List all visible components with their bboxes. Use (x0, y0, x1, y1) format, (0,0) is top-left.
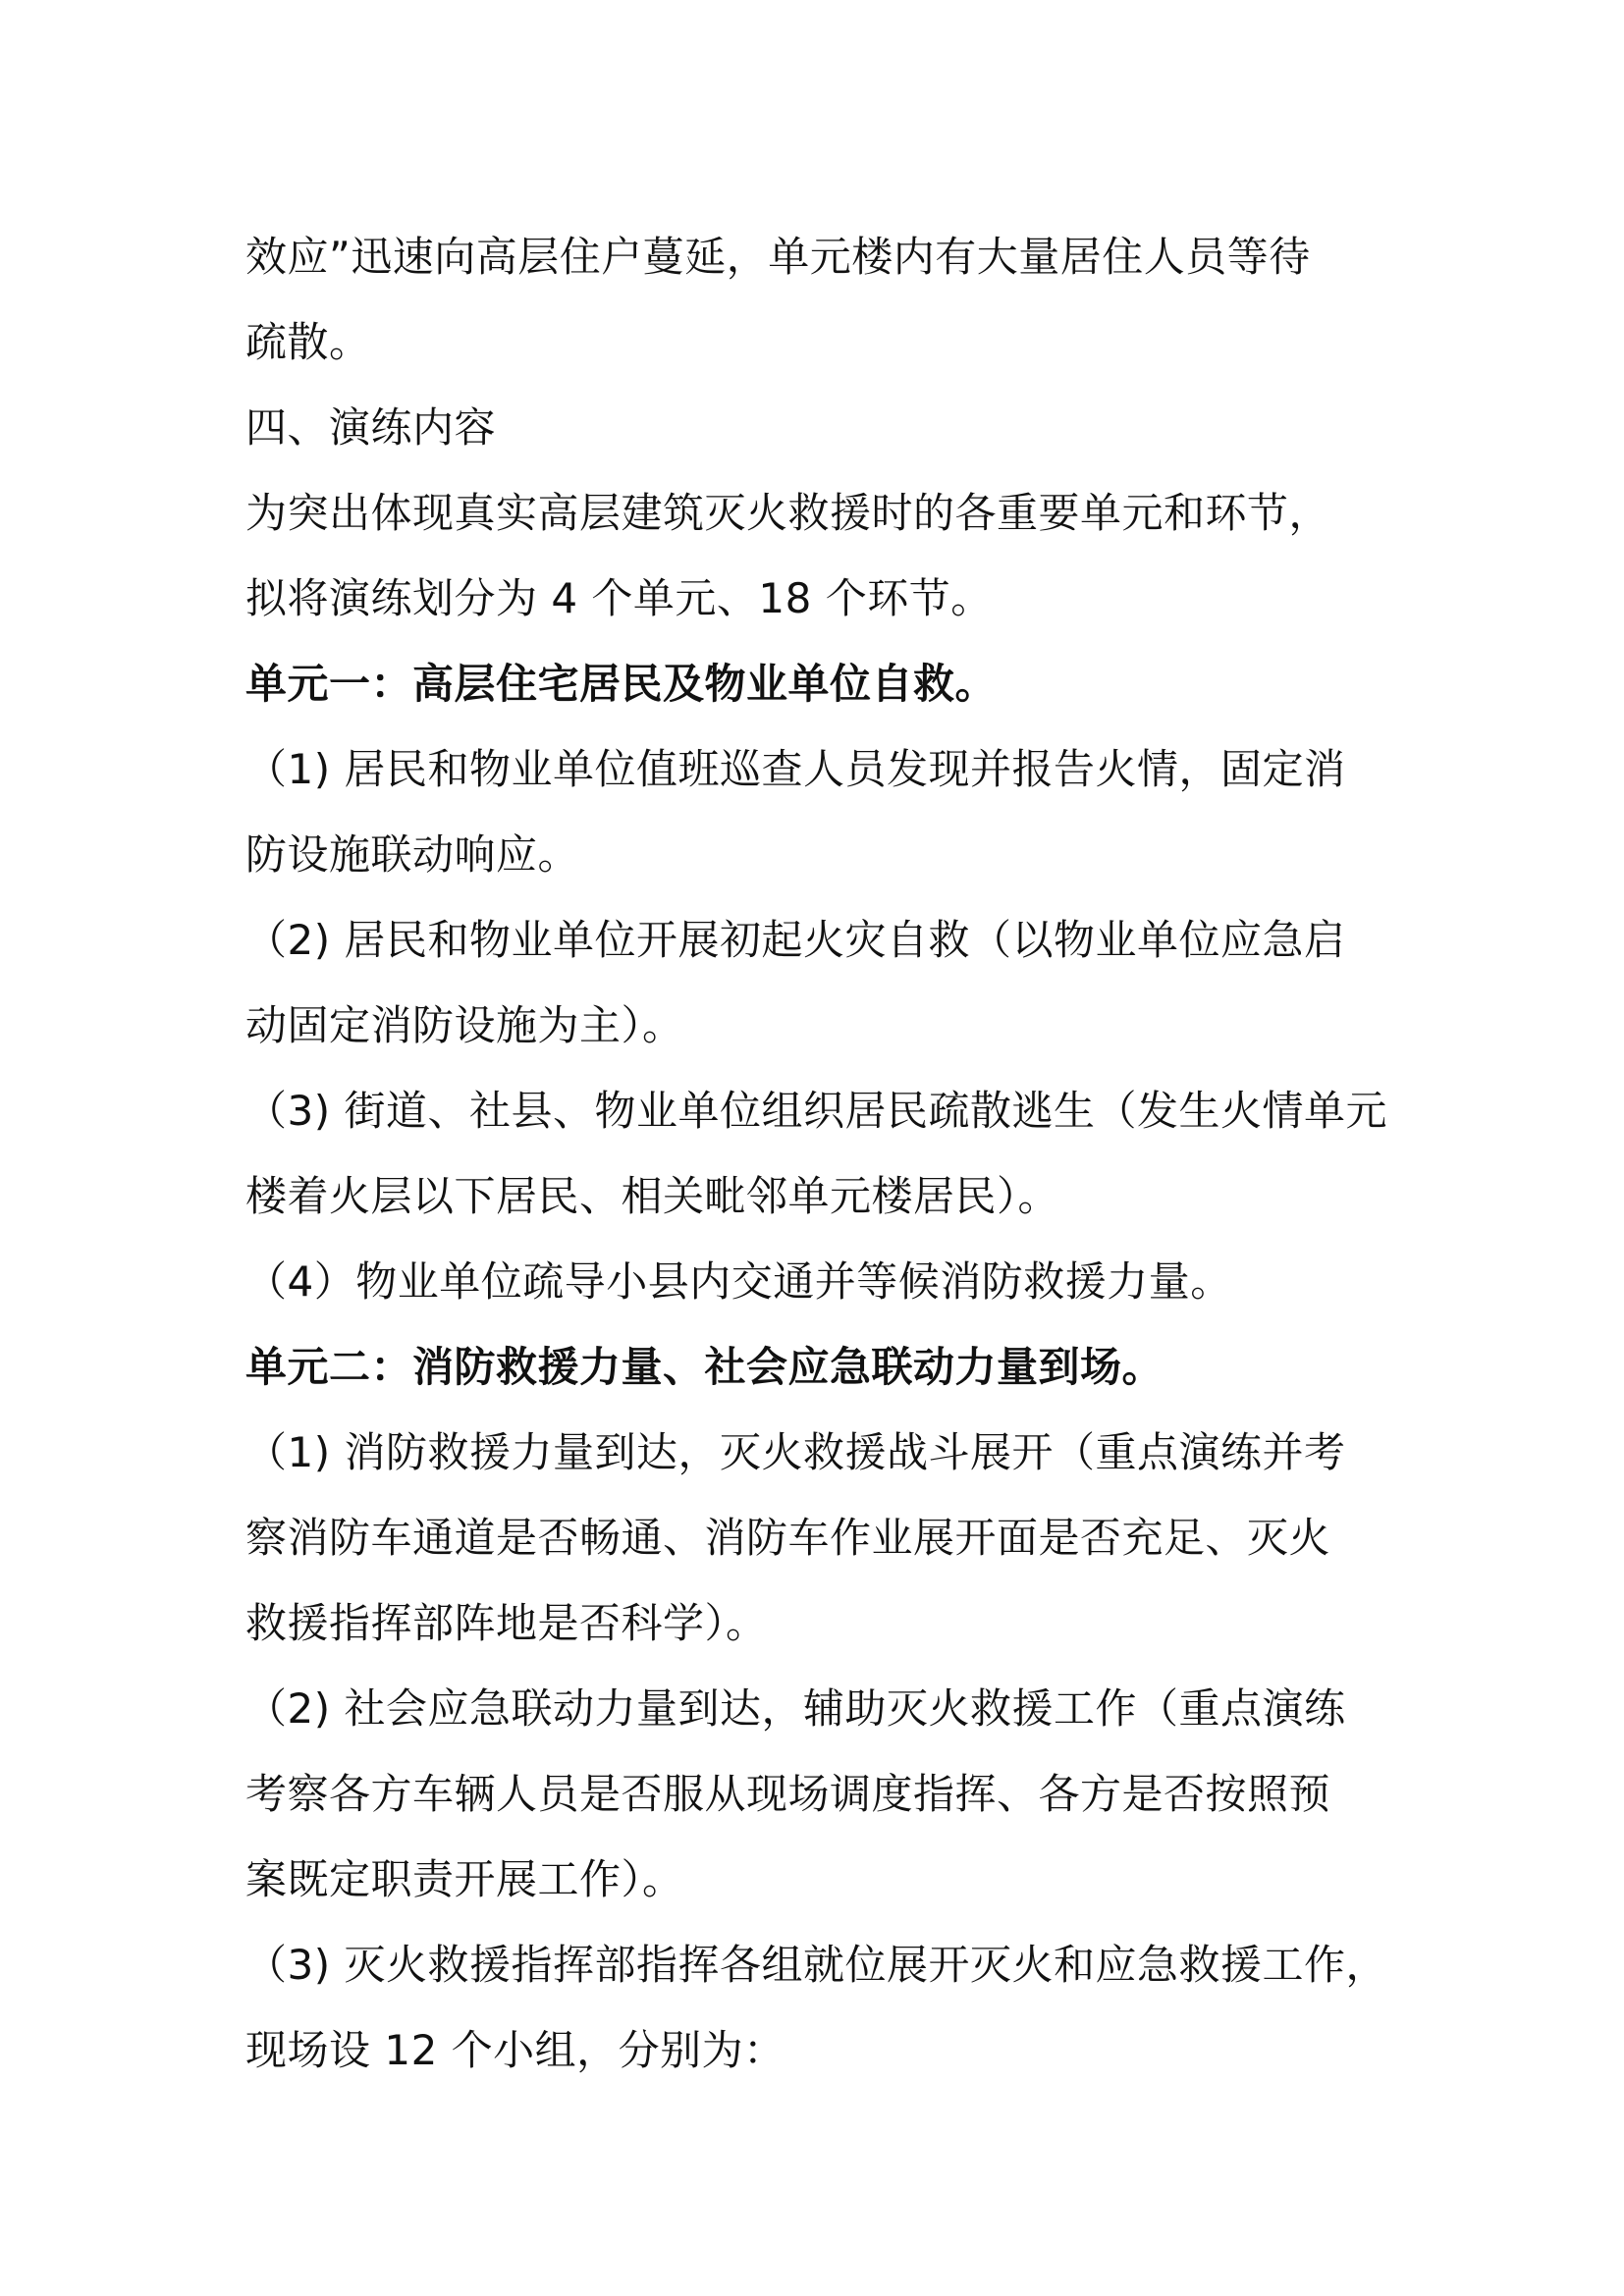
list-item: （3) 灭火救援指挥部指挥各组就位展开灭火和应急救援工作， (245, 1941, 1387, 1989)
text-line: 疏散。 (245, 318, 371, 366)
list-item: （3) 街道、社县、物业单位组织居民疏散逃生（发生火情单元 (245, 1087, 1387, 1135)
unit-heading: 单元一：高层住宅居民及物业单位自救。 (245, 660, 998, 708)
list-item: （1) 居民和物业单位值班巡查人员发现并报告火情，固定消 (245, 745, 1346, 793)
text-line: 防设施联动响应。 (245, 830, 580, 879)
text-line: 动固定消防设施为主）。 (245, 1001, 684, 1049)
text-line: 为突出体现真实高层建筑灭火救援时的各重要单元和环节， (245, 489, 1331, 537)
list-item: （1) 消防救援力量到达，灭火救援战斗展开（重点演练并考 (245, 1428, 1346, 1476)
text-line: 救援指挥部阵地是否科学）。 (245, 1599, 768, 1647)
list-item: （2) 居民和物业单位开展初起火灾自救（以物业单位应急启 (245, 916, 1346, 964)
text-line: 案既定职责开展工作）。 (245, 1855, 684, 1903)
text-line: 楼着火层以下居民、相关毗邻单元楼居民）。 (245, 1172, 1060, 1220)
unit-heading: 单元二：消防救援力量、社会应急联动力量到场。 (245, 1343, 1164, 1391)
list-item: （4）物业单位疏导小县内交通并等候消防救援力量。 (245, 1257, 1232, 1306)
text-line: 现场设 12 个小组，分别为： (245, 2026, 785, 2074)
text-line: 察消防车通道是否畅通、消防车作业展开面是否充足、灭火 (245, 1514, 1331, 1562)
section-heading: 四、演练内容 (245, 403, 497, 452)
list-item: （2) 社会应急联动力量到达，辅助灭火救援工作（重点演练 (245, 1684, 1346, 1733)
text-line: 效应”迅速向高层住户蔓延，单元楼内有大量居住人员等待 (245, 233, 1311, 281)
text-line: 考察各方车辆人员是否服从现场调度指挥、各方是否按照预 (245, 1770, 1331, 1818)
document-body (245, 214, 1394, 2093)
text-line: 拟将演练划分为 4 个单元、18 个环节。 (245, 574, 993, 622)
